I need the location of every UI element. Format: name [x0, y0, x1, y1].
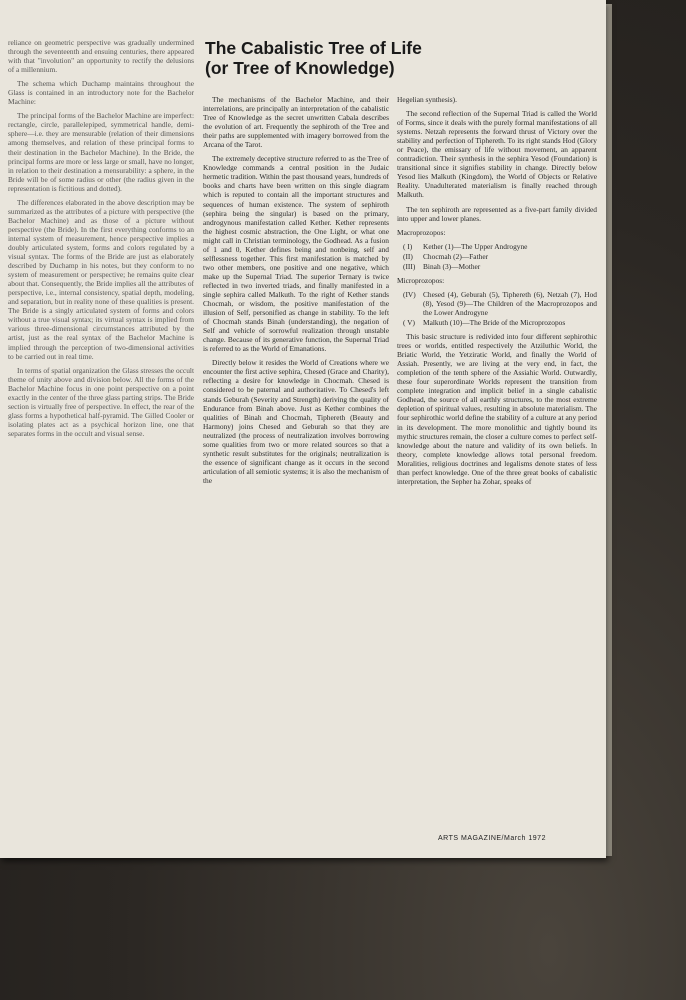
list-heading-macroprozopos: Macroprozopos:	[397, 227, 446, 237]
list-item	[397, 242, 597, 251]
list-item	[397, 318, 597, 327]
paragraph: The ten sephiroth are represented as a five-part family divided into upper and lower planes.	[397, 204, 597, 223]
paragraph: The extremely deceptive structure referred to as the Tree of Knowledge commands a central position in the Judaic hermetic tradition. Within the past thousand years, hundreds of books and charts have been written on this single diagram which is reputed to contain all the important structures and sequences of human existence. The system of sephiroth (sephira being the singular) is based on the primary, androgynous manifestation called Kether. Kether represents the highest cosmic abstraction, the One Light, or what one might call in Christian terminology, the Godhead. As a fusion of 1 and 0, Kether defines being and nonbeing, self and selflessness together. This first manifestation is matched by two other members, one positive and one negative, which make up the Supernal Triad. The superior Ternary is twice reflected in two inverted triads, and finally manifested in a single sephira called Malkuth. To the right of Kether stands Chocmah, or wisdom, the positive manifestation of the illusion of Self, personified as change in stability. To the left of Chocmah stands Binah (understanding), the negation of Self and vehicle of sorrowful realization through unstable change. Because of its generative function, the Supernal Triad is referred to as the World of Emanations.	[203, 154, 389, 354]
paragraph: Hegelian synthesis).	[397, 95, 457, 104]
macroprozopos-list	[397, 242, 597, 271]
column-middle	[203, 95, 389, 836]
paragraph: reliance on geometric perspective was gradually undermined through the seventeenth and ensuing centuries, there appeared with that "involution" an opportunity to rectify the delusions of a millennium.	[8, 38, 194, 75]
paragraph: The differences elaborated in the above description may be summarized as the attributes of a picture with perspective (the Bachelor Machine) and as those of a picture without perspective (the Bride). In the first everything conforms to an internal system of measurement, hence perspective implies a doubly articulated system, forms and colors regulated by a visual syntax. The forms of the Bride are just as elaborately described by Duchamp in his notes, but they conform to no system of measurement or perspective; he remains quite clear about that. Consequently, the Bride implies all the attributes of perspective, i.e., internal consistency, spatial depth, modeling, and separation, but in reality none of these qualities is present. The Bride is a singly articulated system of forms and colors without a true visual syntax; its virtual syntax is implied from various three-dimensional circumstances attributed by the artist, just as the real syntax of the Bachelor Machine is implied through the perception of two-dimensional activities to be carried out in real time.	[8, 197, 194, 361]
paragraph: The mechanisms of the Bachelor Machine, and their interrelations, are principally an interpretation of the cabalistic Tree of Knowledge as the secret unwritten Cabala describes the evolution of art. Frequently the sephiroth of the Tree and their paths are supplemented with imagery borrowed from the Arcana of the Tarot.	[203, 95, 389, 150]
page-footer: ARTS MAGAZINE/March 1972	[438, 835, 546, 842]
list-text: Malkuth (10)—The Bride of the Microprozopos	[423, 317, 566, 327]
list-item	[397, 290, 597, 317]
list-item	[397, 262, 597, 271]
paragraph: This basic structure is redivided into four different sephirothic trees or worlds, entitled respectively the Atziluthic World, the Briatic World, the Yetziratic World, and finally the World of Assiah. Presently, we are living at the very end, in fact, the completion of the tenth sphere of the Assiahic World. Outwardly, these four superordinate Worlds represent the transition from complete integration and implicit belief in a single cabalistic Godhead, the source of all earthly structures, to the most extreme depletion of spiritual values, resulting in absolute materialism. The four sephirothic world define the stability of a culture at any period in its development. The more monolithic and tightly bound its mythic structures remain, the closer a culture comes to perfect self-knowledge about the nature and validity of its own beliefs. In theory, complete knowledge allows total personal freedom. Moralities, religious doctrines and legalisms denote states of less than perfect knowledge. One of the three great books of cabalistic interpretation, the Sepher ha Zohar, speaks of	[397, 332, 597, 486]
title-line-2: (or Tree of Knowledge)	[205, 58, 395, 78]
list-text: Chocmah (2)—Father	[423, 251, 489, 261]
list-number: (III)	[403, 261, 416, 271]
column-right	[397, 95, 597, 836]
list-number: ( V)	[403, 317, 415, 327]
list-text: Chesed (4), Geburah (5), Tiphereth (6), Netzah (7), Hod (8), Yesod (9)—The Children of the Macroprozopos and the Lower Androgyne	[423, 289, 597, 317]
quoted-paragraph: The principal forms of the Bachelor Machine are imperfect: rectangle, circle, parallelepiped, symmetrical handle, demi-sphere—i.e. they are mensurable (relation of their dimensions among themselves, and relation of these principal forms to their destination in the Bachelor Machine). In the Bride, the principal forms are more or less large or small, have no longer, in relation to their destination a mensurability: a sphere, in the Bride will be of some radius or other (the radius given in the representation is fictitious and dotted).	[8, 111, 194, 193]
list-number: (II)	[403, 251, 413, 261]
list-text: Binah (3)—Mother	[423, 261, 481, 271]
paragraph: The schema which Duchamp maintains throughout the Glass is contained in an introductory note for the Bachelor Machine:	[8, 79, 194, 107]
paragraph: Directly below it resides the World of Creations where we encounter the first active sephira, Chesed (Grace and Charity), reflecting a desire for knowledge in Chocmah. Chesed is considered to be paternal and authoritative. To Chesed's left stands Geburah (Severity and Strength) deriving the quality of Endurance from Binah above. Just as Kether combines the qualities of Binah and Chocmah, Tiphereth (Beauty and Harmony) joins Chesed and Geburah so that they are neutralized (the process of neutralization involves borrowing some qualities from two or more related sources so that a synthetic result substitutes for the originals; neutralization is the essence of significant change as it occurs in the second articulation of all semiotic systems; it is also the mechanism of the	[203, 358, 389, 485]
list-item	[397, 252, 597, 261]
microprozopos-list	[397, 290, 597, 327]
list-number: (IV)	[403, 289, 416, 299]
paragraph: The second reflection of the Supernal Triad is called the World of Forms, since it deals with the purely formal manifestations of all systems. Netzah represents the forward thrust of Victory over the stability and perfection of Tiphereth. To its right stands Hod (Glory or Peace), the emissary of life without movement, an apparent contradiction. Their synthesis in the sephira Yesod (Foundation) is transitional since it signifies stability in change. Directly below Yesod lies Malkuth (Kingdom), the World of Objects or Relative Reality. Unadulterated materialism is finally reached through Malkuth.	[397, 109, 597, 200]
list-number: ( I)	[403, 241, 413, 251]
paragraph: In terms of spatial organization the Glass stresses the occult theme of unity above and division below. All the forms of the Bachelor Machine focus in one point perspective on a point exactly in the center of the three glass parting strips. The Bride section is virtually free of perspective. In effect, the rear of the glass forms a hypothetical half-pyramid. The Gilled Cooler or isolating plates act as a psychical horizon line, one that separates forms in the occult and visual sense.	[8, 365, 194, 438]
list-text: Kether (1)—The Upper Androgyne	[423, 241, 528, 251]
list-heading-microprozopos: Microprozopos:	[397, 275, 445, 285]
title-line-1: The Cabalistic Tree of Life	[205, 38, 422, 58]
column-left	[8, 38, 194, 836]
article-title	[205, 38, 445, 78]
